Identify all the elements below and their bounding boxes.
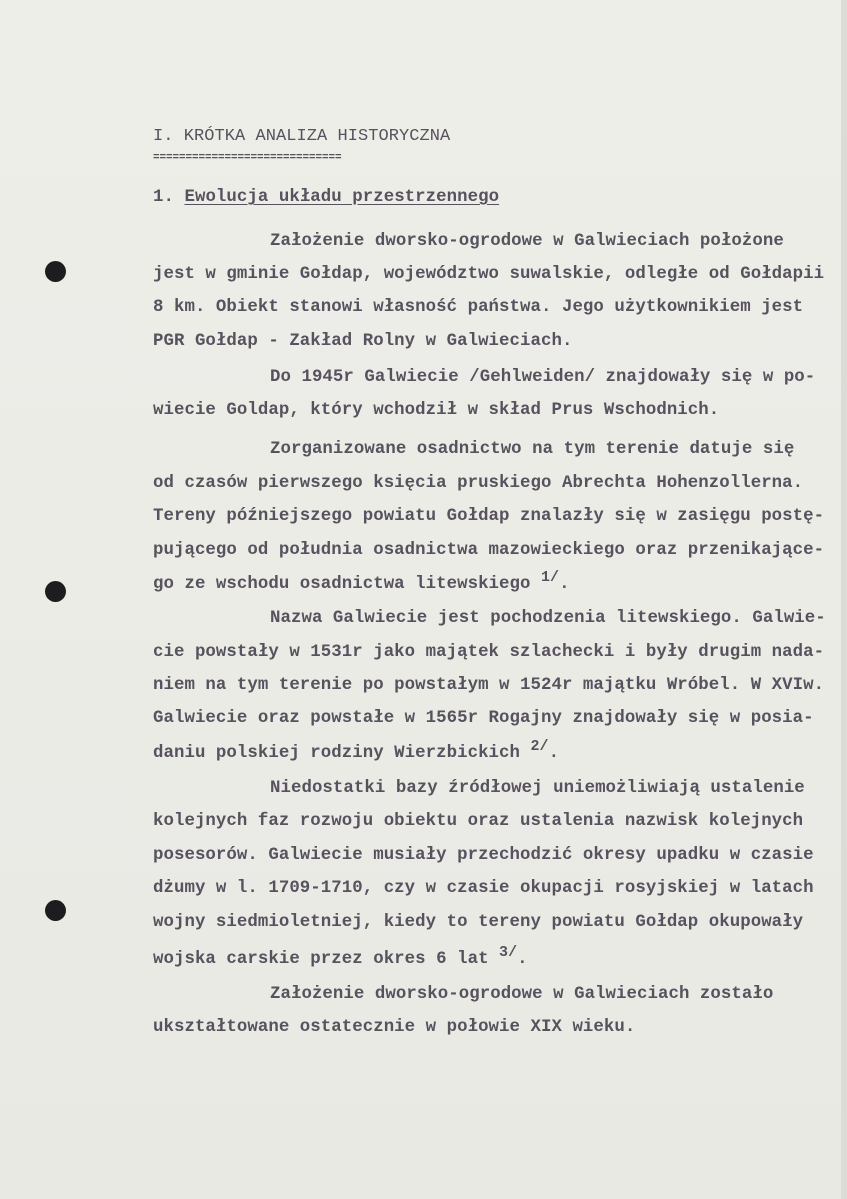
text-line: dżumy w l. 1709-1710, czy w czasie okupacji rosyjskiej w latach	[153, 879, 814, 898]
text-line: wiecie Goldap, który wchodził w skład Prus Wschodnich.	[153, 401, 720, 420]
text-line: Zorganizowane osadnictwo na tym terenie datuje się	[270, 440, 795, 459]
text-line	[153, 738, 560, 764]
period: .	[548, 744, 560, 763]
punch-hole	[45, 261, 66, 282]
text-line: pującego od południa osadnictwa mazowieckiego oraz przenikające-	[153, 541, 825, 560]
punch-hole	[45, 900, 66, 921]
text-line	[153, 944, 528, 970]
line-text: go ze wschodu osadnictwa litewskiego	[153, 575, 541, 594]
footnote-ref: 1/	[541, 569, 560, 586]
section-number: 1.	[153, 188, 185, 207]
text-line: jest w gminie Gołdap, województwo suwalskie, odległe od Gołdapii	[153, 265, 825, 284]
text-line: posesorów. Galwiecie musiały przechodzić okresy upadku w czasie	[153, 846, 814, 865]
text-line: PGR Gołdap - Zakład Rolny w Galwieciach.	[153, 332, 573, 351]
text-line: kolejnych faz rozwoju obiektu oraz ustalenia nazwisk kolejnych	[153, 812, 804, 831]
punch-hole	[45, 581, 66, 602]
line-text: daniu polskiej rodziny Wierzbickich	[153, 744, 531, 763]
text-line: 8 km. Obiekt stanowi własność państwa. Jego użytkownikiem jest	[153, 298, 804, 317]
text-line: Galwiecie oraz powstałe w 1565r Rogajny znajdowały się w posia-	[153, 709, 814, 728]
period: .	[559, 575, 570, 594]
footnote-ref: 3/	[499, 944, 518, 961]
line-text: wojska carskie przez okres 6 lat	[153, 950, 500, 969]
text-line: Założenie dworsko-ogrodowe w Galwieciach zostało	[270, 985, 774, 1004]
text-line: Założenie dworsko-ogrodowe w Galwieciach położone	[270, 232, 784, 251]
text-line: Tereny późniejszego powiatu Gołdap znalazły się w zasięgu postę-	[153, 507, 825, 526]
text-line: wojny siedmioletniej, kiedy to tereny powiatu Gołdap okupowały	[153, 913, 804, 932]
text-line: od czasów pierwszego księcia pruskiego Abrechta Hohenzollerna.	[153, 474, 804, 493]
text-line: Niedostatki bazy źródłowej uniemożliwiają ustalenie	[270, 779, 805, 798]
chapter-heading: I. KRÓTKA ANALIZA HISTORYCZNA	[153, 127, 451, 146]
text-line: Nazwa Galwiecie jest pochodzenia litewskiego. Galwie-	[270, 609, 826, 628]
section-title: Ewolucja układu przestrzennego	[184, 188, 500, 207]
page-edge	[841, 0, 847, 1199]
text-line	[153, 569, 570, 595]
text-line: Do 1945r Galwiecie /Gehlweiden/ znajdowały się w po-	[270, 368, 816, 387]
text-line: niem na tym terenie po powstałym w 1524r majątku Wróbel. W XVIw.	[153, 676, 825, 695]
text-line: ukształtowane ostatecznie w połowie XIX wieku.	[153, 1018, 636, 1037]
heading-underline: =============================	[153, 152, 342, 164]
footnote-ref: 2/	[530, 738, 549, 755]
period: .	[517, 950, 528, 969]
text-line: cie powstały w 1531r jako majątek szlachecki i były drugim nada-	[153, 643, 825, 662]
section-heading	[153, 188, 499, 208]
